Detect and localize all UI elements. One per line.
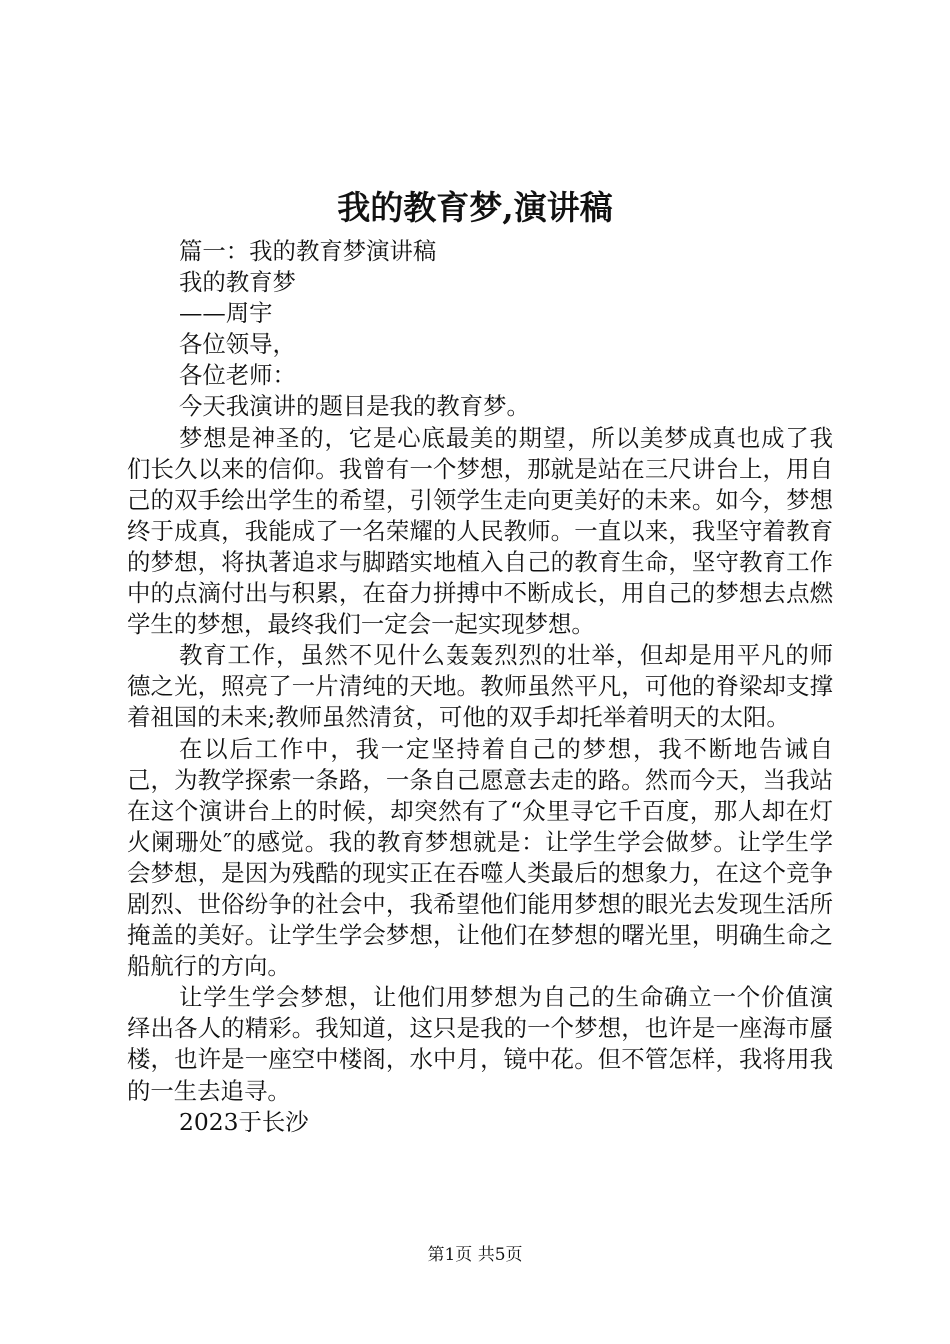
speech-title: 我的教育梦 bbox=[179, 268, 296, 297]
page-footer: 第1页 共5页 bbox=[427, 1245, 523, 1265]
paragraph-2: 教育工作，虽然不见什么轰轰烈烈的壮举，但却是用平凡的师德之光，照亮了一片清纯的天地。教师虽然平凡，可他的脊梁却支撑着祖国的未来;教师虽然清贫，可他的双手却托举着明天的太阳。 bbox=[127, 641, 833, 732]
section-heading: 篇一：我的教育梦演讲稿 bbox=[179, 237, 437, 265]
salutation-leaders: 各位领导， bbox=[179, 330, 296, 359]
closing-line: 2023于长沙 bbox=[179, 1107, 309, 1136]
topic-line: 今天我演讲的题目是我的教育梦。 bbox=[179, 392, 530, 421]
salutation-teachers: 各位老师： bbox=[179, 361, 296, 390]
document-title: 我的教育梦,演讲稿 bbox=[337, 188, 613, 227]
author-line: ——周宇 bbox=[179, 299, 273, 328]
paragraph-1: 梦想是神圣的，它是心底最美的期望，所以美梦成真也成了我们长久以来的信仰。我曾有一个梦想，那就是站在三尺讲台上，用自己的双手绘出学生的希望，引领学生走向更美好的未来。如今，梦想终于成真，我能成了一名荣耀的人民教师。一直以来，我坚守着教育的梦想，将执著追求与脚踏实地植入自己的教育生命，坚守教育工作中的点滴付出与积累，在奋力拼搏中不断成长，用自己的梦想去点燃学生的梦想，最终我们一定会一起实现梦想。 bbox=[127, 423, 833, 639]
paragraph-4: 让学生学会梦想，让他们用梦想为自己的生命确立一个价值演绎出各人的精彩。我知道，这只是我的一个梦想，也许是一座海市蜃楼，也许是一座空中楼阁，水中月，镜中花。但不管怎样，我将用我的一生去追寻。 bbox=[127, 983, 833, 1105]
document-body bbox=[127, 236, 833, 1138]
paragraph-3: 在以后工作中，我一定坚持着自己的梦想，我不断地告诫自己，为教学探索一条路，一条自己愿意去走的路。然而今天，当我站在这个演讲台上的时候，却突然有了“众里寻它千百度，那人却在灯火阑珊处″的感觉。我的教育梦想就是：让学生学会做梦。让学生学会梦想，是因为残酷的现实正在吞噬人类最后的想象力，在这个竞争剧烈、世俗纷争的社会中，我希望他们能用梦想的眼光去发现生活所掩盖的美好。让学生学会梦想，让他们在梦想的曙光里，明确生命之船航行的方向。 bbox=[127, 734, 833, 981]
